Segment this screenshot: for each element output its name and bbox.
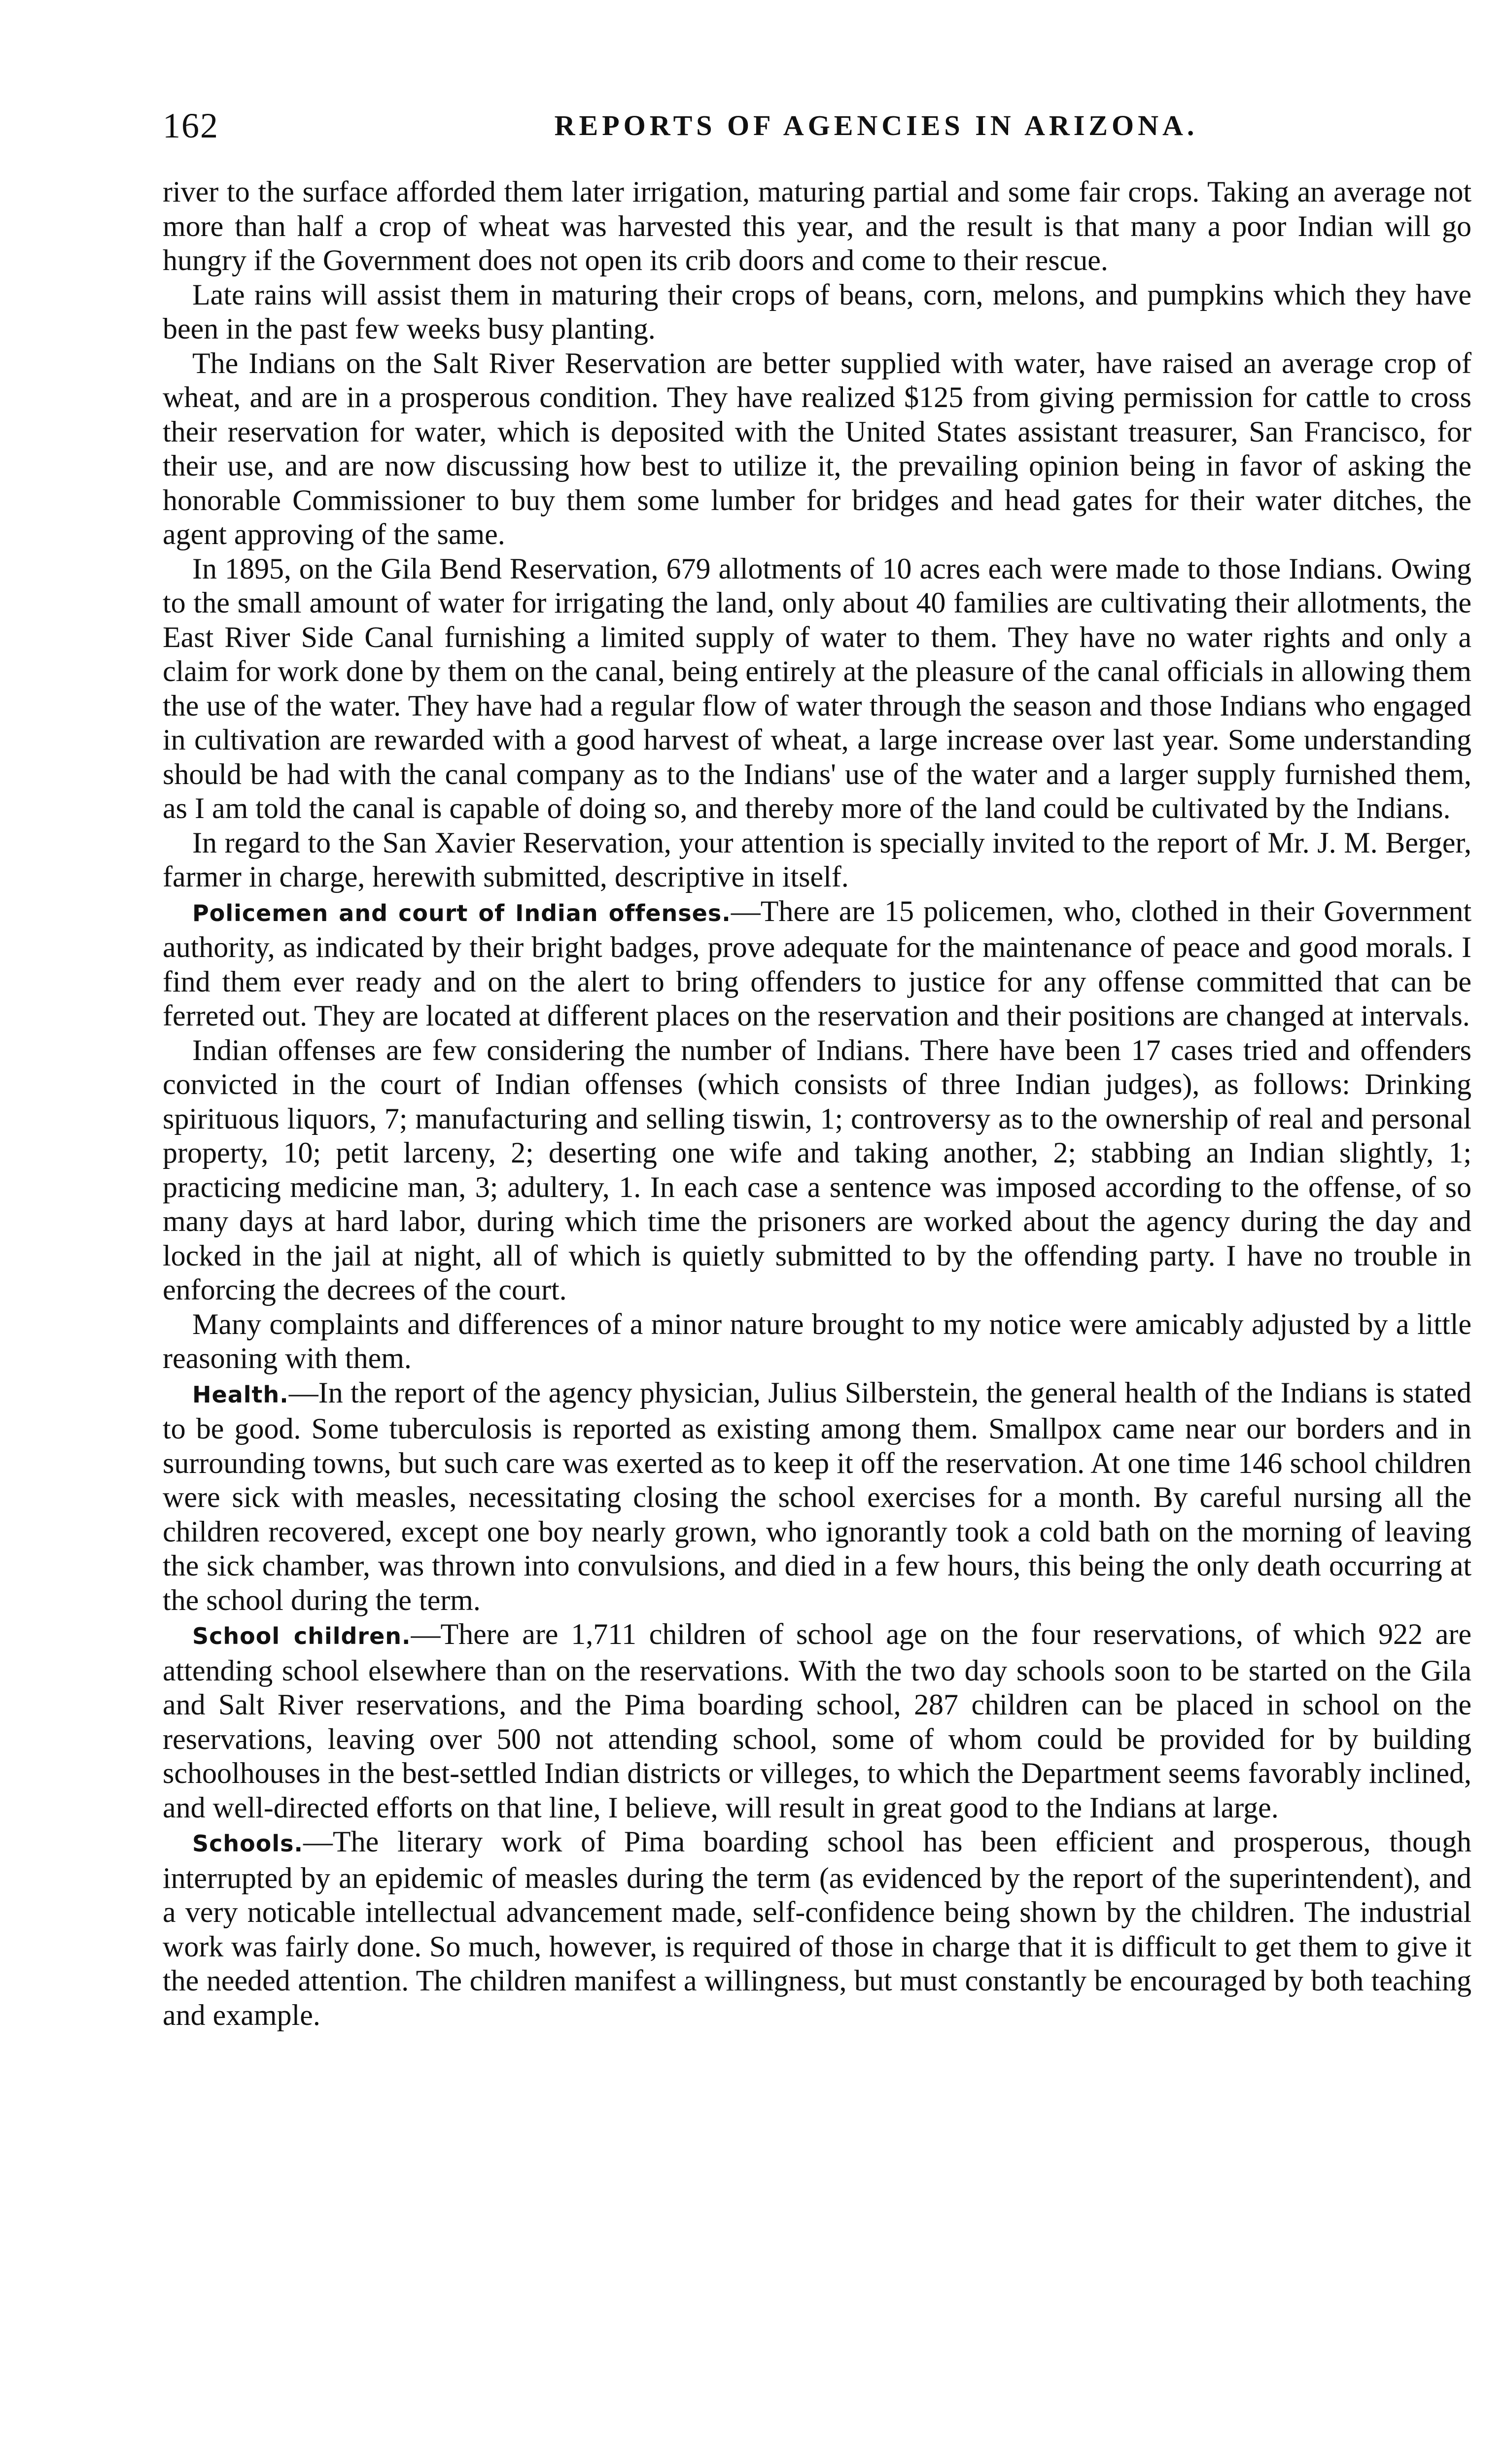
paragraph-text: river to the surface afforded them later irrigation, maturing partial and some fair crops. Taking an average not more than half a crop of wheat was harvested this year, and the result is that many a poor Indian will go hungry if the Government does not open its crib doors and come to their rescue. bbox=[163, 175, 1471, 276]
page-header bbox=[163, 99, 1471, 153]
paragraph-text: Many complaints and differences of a minor nature brought to my notice were amicably adjusted by a little reasoning with them. bbox=[163, 1307, 1471, 1374]
paragraph-schools bbox=[163, 1825, 1471, 2032]
paragraph-text: Late rains will assist them in maturing their crops of beans, corn, melons, and pumpkins which they have been in the past few weeks busy planting. bbox=[163, 278, 1471, 345]
paragraph-salt-river bbox=[163, 346, 1471, 552]
section-heading-health: Health. bbox=[192, 1381, 289, 1408]
paragraph-health bbox=[163, 1376, 1471, 1618]
paragraph-complaints bbox=[163, 1307, 1471, 1376]
paragraph-san-xavier bbox=[163, 826, 1471, 894]
paragraph-text: Indian offenses are few considering the number of Indians. There have been 17 cases tried and offenders convicted in the court of Indian offenses (which consists of three Indian judges), as follows: Drinking spirituous liquors, 7; manufacturing and selling tiswin, 1; controversy as to the ownership of real and personal property, 10; petit larceny, 2; deserting one wife and taking another, 2; stabbing an Indian slightly, 1; practicing medicine man, 3; adultery, 1. In each case a sentence was imposed according to the offense, of so many days at hard labor, during which time the prisoners are worked about the agency during the day and locked in the jail at night, all of which is quietly submitted to by the offending party. I have no trouble in enforcing the decrees of the court. bbox=[163, 1033, 1471, 1306]
paragraph-indian-offenses bbox=[163, 1033, 1471, 1307]
page-body bbox=[163, 175, 1471, 2032]
paragraph-gila-bend bbox=[163, 552, 1471, 826]
paragraph-school-children bbox=[163, 1617, 1471, 1825]
paragraph-text: —In the report of the agency physician, Julius Silberstein, the general health of the Indians is stated to be good. Some tuberculosis is reported as existing among them. Smallpox came near our borders and in surrounding towns, but such care was exerted as to keep it off the reservation. At one time 146 school children were sick with measles, necessitating closing the school exercises for a month. By careful nursing all the children recovered, except one boy nearly grown, who ignorantly took a cold bath on the morning of leaving the sick chamber, was thrown into convulsions, and died in a few hours, this being the only death occurring at the school during the term. bbox=[163, 1376, 1471, 1616]
paragraph-text: —There are 15 policemen, who, clothed in their Government authority, as indicated by their bright badges, prove adequate for the maintenance of peace and good morals. I find them ever ready and on the alert to bring offenders to justice for any offense committed that can be ferreted out. They are located at different places on the reservation and their positions are changed at intervals. bbox=[163, 894, 1471, 1032]
paragraph-text: In regard to the San Xavier Reservation, your attention is specially invited to the report of Mr. J. M. Berger, farmer in charge, herewith submitted, descriptive in itself. bbox=[163, 826, 1471, 893]
paragraph-text: The Indians on the Salt River Reservation are better supplied with water, have raised an average crop of wheat, and are in a prosperous condition. They have realized $125 from giving permission for cattle to cross their reservation for water, which is deposited with the United States assistant treasurer, San Francisco, for their use, and are now discussing how best to utilize it, the prevailing opinion being in favor of asking the honorable Commissioner to buy them some lumber for bridges and head gates for their water ditches, the agent approving of the same. bbox=[163, 346, 1471, 550]
section-heading-school-children: School children. bbox=[192, 1623, 411, 1649]
paragraph-policemen bbox=[163, 894, 1471, 1033]
paragraph-crops-continued bbox=[163, 175, 1471, 278]
paragraph-text: —The literary work of Pima boarding school has been efficient and prosperous, though interrupted by an epidemic of measles during the term (as evidenced by the report of the superintendent), and a very noticable intellectual advancement made, self-confidence being shown by the children. The industrial work was fairly done. So much, however, is required of those in charge that it is difficult to get them to give it the needed attention. The children manifest a willingness, but must constantly be encouraged by both teaching and example. bbox=[163, 1825, 1471, 2031]
running-head: REPORTS OF AGENCIES IN ARIZONA. bbox=[554, 109, 1198, 141]
section-heading-policemen: Policemen and court of Indian offenses. bbox=[192, 899, 731, 926]
paragraph-text: —There are 1,711 children of school age on the four reservations, of which 922 are attending school elsewhere than on the reservations. With the two day schools soon to be started on the Gila and Salt River reservations, and the Pima boarding school, 287 children can be placed in school on the reservations, leaving over 500 not attending school, some of whom could be provided for by building schoolhouses in the best-settled Indian districts or villeges, to which the Department seems favorably inclined, and well-directed efforts on that line, I believe, will result in great good to the Indians at large. bbox=[163, 1618, 1472, 1824]
paragraph-text: In 1895, on the Gila Bend Reservation, 679 allotments of 10 acres each were made to those Indians. Owing to the small amount of water for irrigating the land, only about 40 families are cultivating their allotments, the East River Side Canal furnishing a limited supply of water to them. They have no water rights and only a claim for work done by them on the canal, being entirely at the pleasure of the canal officials in allowing them the use of the water. They have had a regular flow of water through the season and those Indians who engaged in cultivation are rewarded with a good harvest of wheat, a large increase over last year. Some understanding should be had with the canal company as to the Indians' use of the water and a larger supply furnished them, as I am told the canal is capable of doing so, and thereby more of the land could be cultivated by the Indians. bbox=[163, 552, 1471, 824]
section-heading-schools: Schools. bbox=[192, 1830, 303, 1857]
paragraph-late-rains bbox=[163, 278, 1471, 346]
page-number: 162 bbox=[163, 106, 219, 145]
